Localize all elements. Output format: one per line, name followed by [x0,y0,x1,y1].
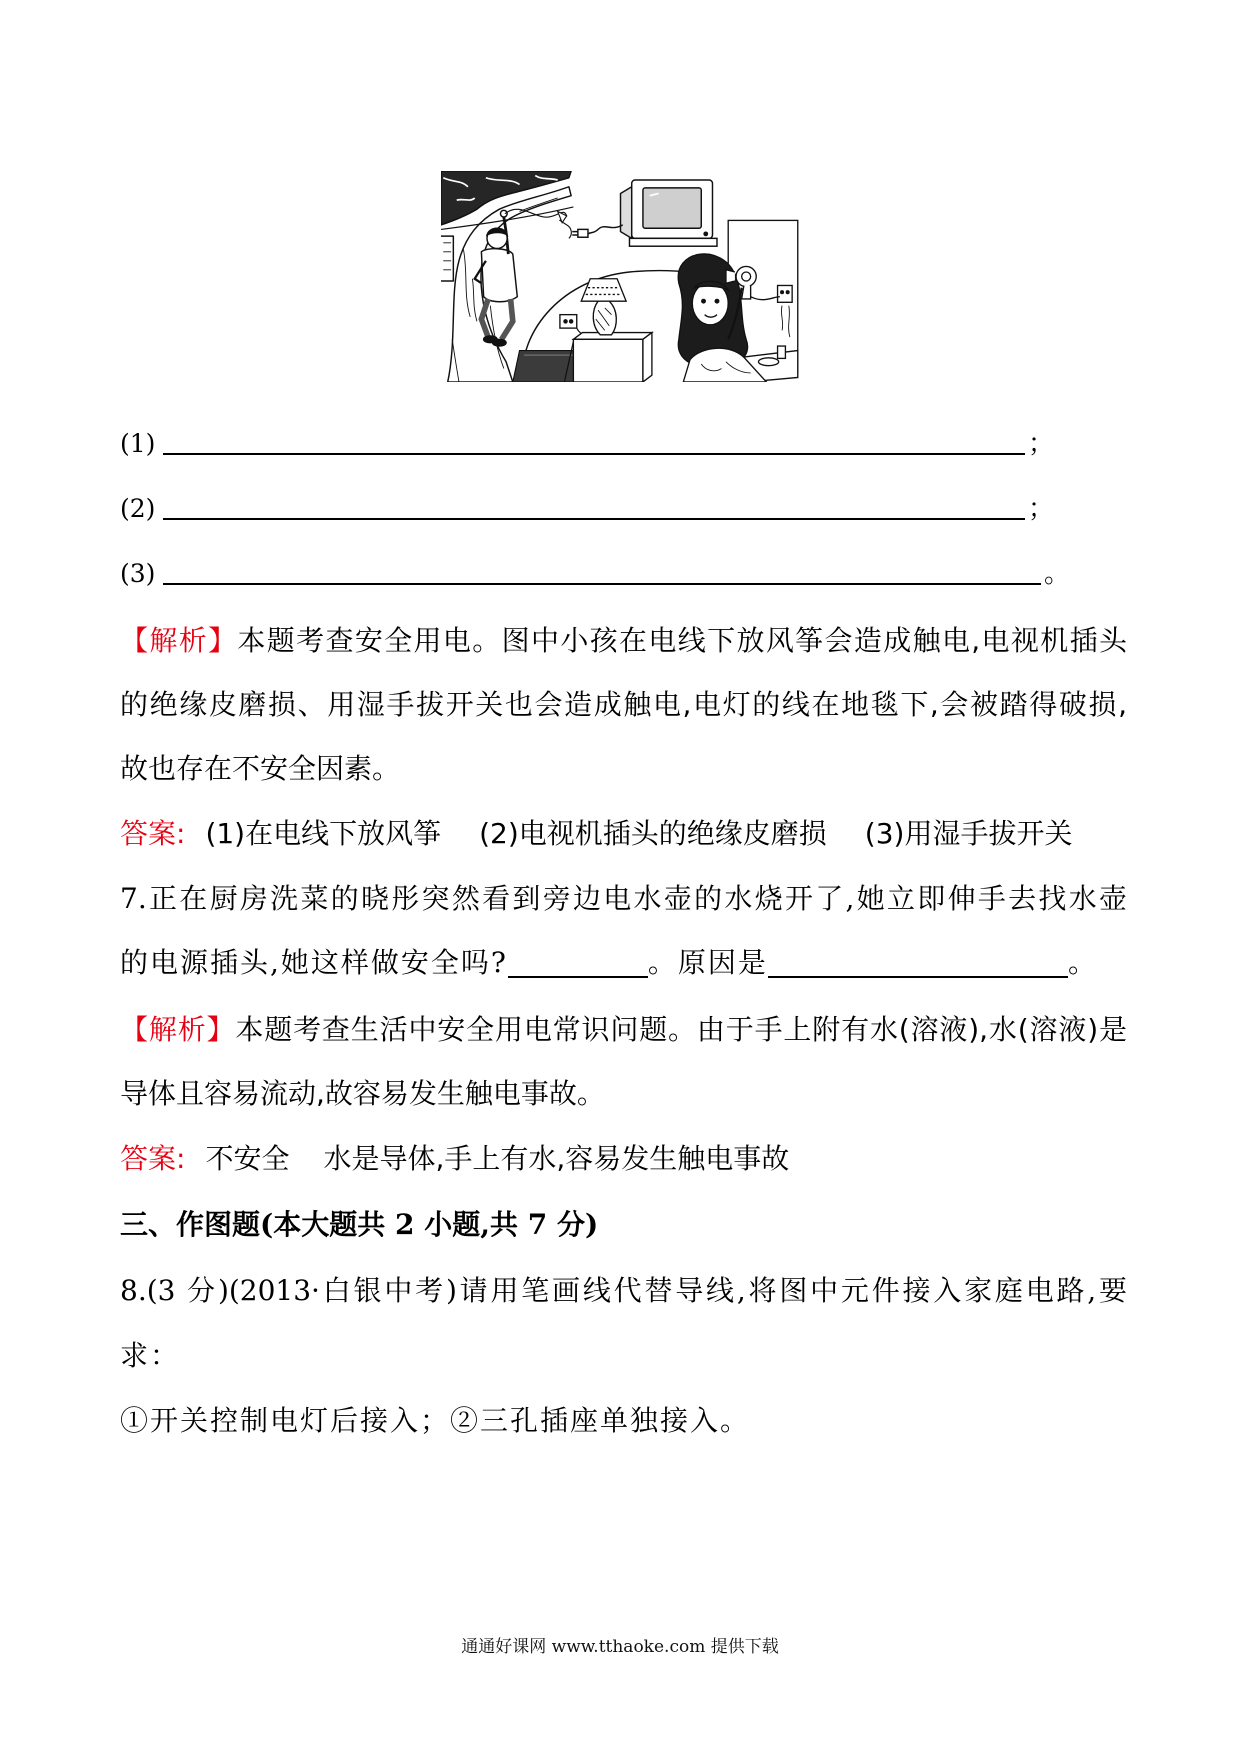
analysis-text: 导体且容易流动,故容易发生触电事故。 [120,1077,605,1110]
table [573,333,652,382]
blank-end-punct: ； [1028,429,1055,459]
answer-1 [120,814,1127,854]
blank-label: (1) [120,429,156,458]
question-8-line-1 [120,1271,1127,1311]
page-footer: 通通好课网 www.tthaoke.com 提供下载 [461,1637,779,1657]
answer-underline[interactable] [163,453,1025,455]
analysis-1-line-1 [120,621,1127,661]
tv-cord [572,225,622,237]
question-text: 7.正在厨房洗菜的晓彤突然看到旁边电水壶的水烧开了,她立即伸手去找水壶 [120,882,1127,915]
answer-item: 不安全 [205,1142,290,1175]
analysis-1-line-2 [120,685,1127,725]
analysis-tag: 【解析】 [120,624,238,657]
analysis-tag: 【解析】 [120,1013,236,1046]
answer-item: 水是导体,手上有水,容易发生触电事故 [323,1142,790,1175]
blank-end-punct: 。 [1044,559,1071,589]
answer-item: (2)电视机插头的绝缘皮磨损 [479,817,827,850]
answer-underline[interactable] [163,583,1041,585]
question-text: 的电源插头,她这样做安全吗? [120,946,508,979]
answer-item: (1)在电线下放风筝 [205,817,442,850]
answer-blank-reason[interactable] [768,952,1068,978]
analysis-2-line-1 [120,1010,1127,1050]
blank-end-punct: ； [1028,494,1055,524]
wall-socket [560,315,577,328]
answer-tag: 答案: [120,817,186,850]
wall-outlet [751,285,793,337]
answer-underline[interactable] [163,518,1025,520]
answer-tag: 答案: [120,1142,186,1175]
analysis-2-line-2 [120,1074,1127,1114]
question-text: 8.(3 分)(2013·白银中考)请用笔画线代替导线,将图中元件接入家庭电路,要 [120,1274,1127,1307]
answer-item: (3)用湿手拔开关 [864,817,1073,850]
blank-label: (2) [120,494,156,523]
analysis-text: 本题考查安全用电。图中小孩在电线下放风筝会造成触电,电视机插头 [237,624,1127,657]
blank-label: (3) [120,559,156,588]
answer-2 [120,1139,1127,1179]
question-text: 。 [1067,946,1098,979]
analysis-text: 的绝缘皮磨损、用湿手拔开关也会造成触电,电灯的线在地毯下,会被踏得破损, [120,688,1127,721]
analysis-text: 故也存在不安全因素。 [120,752,401,785]
question-7-line-2 [120,943,1127,983]
analysis-text: 本题考查生活中安全用电常识问题。由于手上附有水(溶液),水(溶液)是 [235,1013,1127,1046]
section-heading: 三、作图题(本大题共 2 小题,共 7 分) [120,1208,599,1241]
question-8-line-2: 求： [120,1339,181,1372]
table-lamp [581,279,626,335]
question-text: 。原因是 [647,946,768,979]
blank-line-1 [120,424,1127,464]
question-7-line-1 [120,879,1127,919]
television [621,180,717,246]
safety-illustration [441,171,800,382]
question-8-requirements: ①开关控制电灯后接入；②三孔插座单独接入。 [120,1404,751,1437]
analysis-1-line-3 [120,749,1127,789]
blank-line-2 [120,489,1127,529]
blank-line-3 [120,554,1127,594]
answer-blank-safe[interactable] [508,952,648,978]
